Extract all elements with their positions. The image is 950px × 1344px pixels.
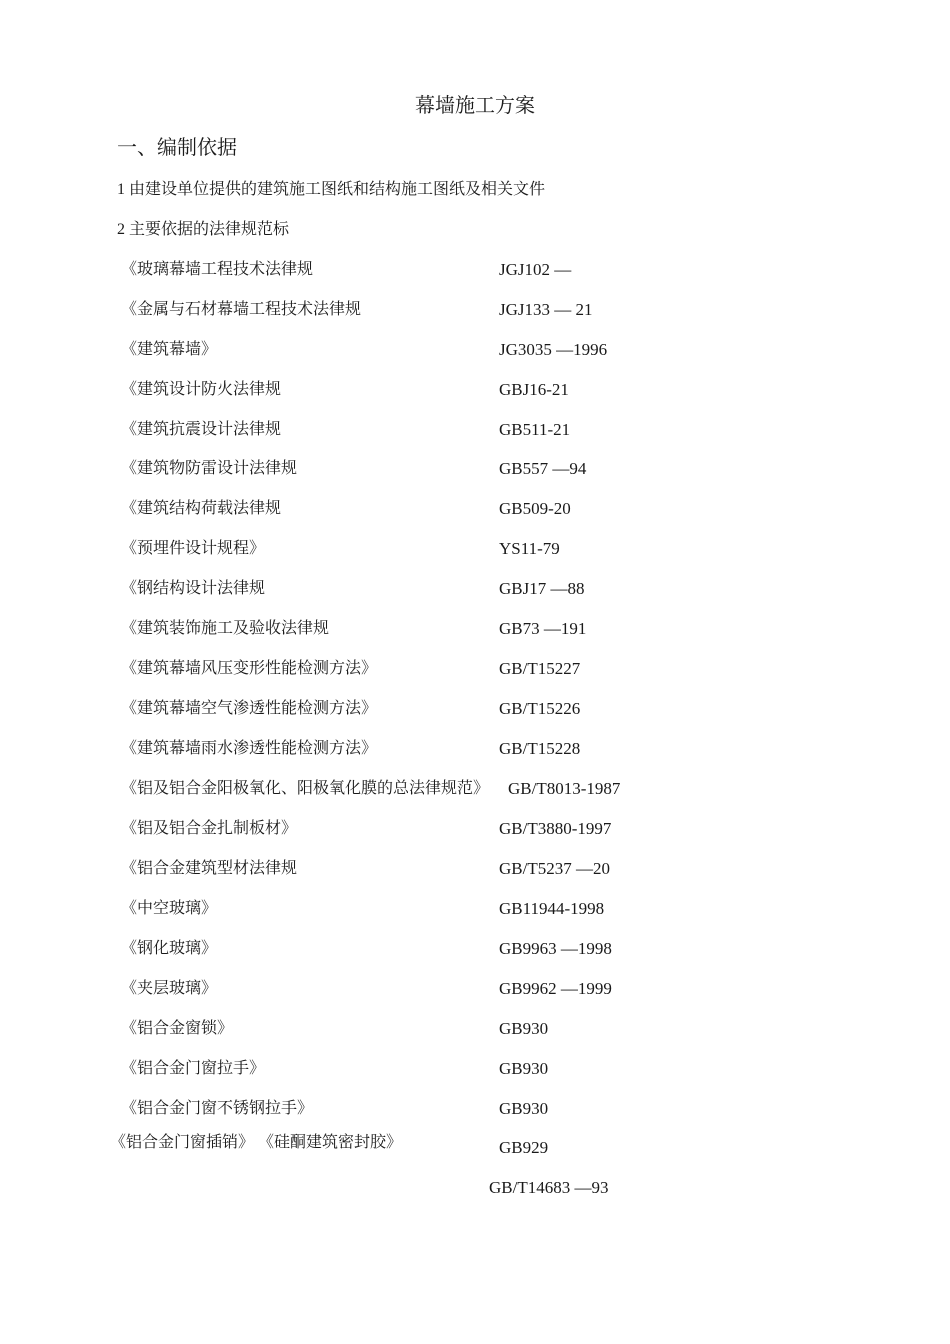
standard-row bbox=[0, 697, 950, 721]
standard-row bbox=[0, 1017, 950, 1041]
standard-code: GB557 —94 bbox=[499, 459, 587, 478]
standard-code: YS11-79 bbox=[499, 539, 560, 558]
standard-name: 《钢化玻璃》 bbox=[121, 940, 218, 957]
standard-code: JG3035 —1996 bbox=[499, 340, 608, 359]
standard-name: 《建筑抗震设计法律规 bbox=[121, 421, 282, 438]
standard-name: 《钢结构设计法律规 bbox=[121, 580, 266, 597]
standard-row bbox=[0, 418, 950, 442]
standard-code: GB9963 —1998 bbox=[499, 939, 612, 958]
standard-row bbox=[0, 577, 950, 601]
standard-row bbox=[0, 657, 950, 681]
standard-name: 《铝合金门窗拉手》 bbox=[121, 1060, 266, 1077]
standard-row bbox=[0, 497, 950, 521]
standard-code: GB929 bbox=[499, 1138, 549, 1157]
standard-row bbox=[0, 617, 950, 641]
standard-name: 《建筑物防雷设计法律规 bbox=[121, 460, 298, 477]
standard-row bbox=[0, 777, 950, 801]
standard-row bbox=[0, 298, 950, 322]
standard-code: GB/T15227 bbox=[499, 659, 581, 678]
standard-name: 《铝合金门窗不锈钢拉手》 bbox=[121, 1100, 314, 1117]
standard-code: GB11944-1998 bbox=[499, 899, 605, 918]
standard-row bbox=[0, 857, 950, 881]
standard-code: GB/T15226 bbox=[499, 699, 581, 718]
standard-code: GB930 bbox=[499, 1059, 549, 1078]
paragraph-basis-2: 2 主要依据的法律规范标 bbox=[117, 221, 290, 238]
standard-row bbox=[0, 1131, 950, 1155]
standard-row bbox=[0, 1097, 950, 1121]
paragraph-basis-1: 1 由建设单位提供的建筑施工图纸和结构施工图纸及相关文件 bbox=[117, 181, 546, 198]
standard-row bbox=[0, 537, 950, 561]
standard-name: 《玻璃幕墙工程技术法律规 bbox=[121, 261, 314, 278]
standard-row bbox=[0, 737, 950, 761]
standard-row bbox=[0, 977, 950, 1001]
standard-name: 《铝合金窗锁》 bbox=[121, 1020, 234, 1037]
standard-code: GB73 —191 bbox=[499, 619, 587, 638]
standard-code: GB/T15228 bbox=[499, 739, 581, 758]
section-heading: 一、编制依据 bbox=[117, 137, 237, 159]
standard-code: GBJ16-21 bbox=[499, 380, 569, 399]
standard-row bbox=[0, 897, 950, 921]
standard-name: 《建筑幕墙》 bbox=[121, 341, 218, 358]
standard-code: JGJ133 — 21 bbox=[499, 300, 593, 319]
standard-name: 《建筑幕墙空气渗透性能检测方法》 bbox=[121, 700, 378, 717]
standard-code: GB9962 —1999 bbox=[499, 979, 612, 998]
standard-name: 《建筑幕墙雨水渗透性能检测方法》 bbox=[121, 740, 378, 757]
standard-name: 《金属与石材幕墙工程技术法律规 bbox=[121, 301, 362, 318]
standard-name: 《铝及铝合金扎制板材》 bbox=[121, 820, 298, 837]
standard-code: GB/T8013-1987 bbox=[508, 779, 621, 798]
standard-name: 《预埋件设计规程》 bbox=[121, 540, 266, 557]
standard-row bbox=[0, 937, 950, 961]
standard-code: GBJ17 —88 bbox=[499, 579, 585, 598]
standard-row bbox=[0, 817, 950, 841]
standard-name: 《中空玻璃》 bbox=[121, 900, 218, 917]
document-title: 幕墙施工方案 bbox=[415, 95, 535, 117]
standard-code: GB511-21 bbox=[499, 420, 571, 439]
standard-row bbox=[0, 338, 950, 362]
standard-name: 《铝合金门窗插销》 《硅酮建筑密封胶》 bbox=[110, 1134, 403, 1151]
standard-code: JGJ102 — bbox=[499, 260, 572, 279]
standard-code: GB/T5237 —20 bbox=[499, 859, 610, 878]
standard-name: 《铝及铝合金阳极氧化、阳极氧化膜的总法律规范》 bbox=[121, 780, 490, 797]
standard-code: GB930 bbox=[499, 1019, 549, 1038]
standard-name: 《铝合金建筑型材法律规 bbox=[121, 860, 298, 877]
standard-code: GB930 bbox=[499, 1099, 549, 1118]
standard-name: 《建筑设计防火法律规 bbox=[121, 381, 282, 398]
standard-name: 《建筑幕墙风压变形性能检测方法》 bbox=[121, 660, 378, 677]
standard-code: GB/T3880-1997 bbox=[499, 819, 612, 838]
standard-row bbox=[0, 1057, 950, 1081]
standard-row bbox=[0, 378, 950, 402]
standard-name: 《建筑装饰施工及验收法律规 bbox=[121, 620, 330, 637]
standard-code-trailing: GB/T14683 —93 bbox=[489, 1178, 609, 1197]
standard-row bbox=[0, 457, 950, 481]
standard-name: 《夹层玻璃》 bbox=[121, 980, 218, 997]
standard-row bbox=[0, 258, 950, 282]
standard-name: 《建筑结构荷载法律规 bbox=[121, 500, 282, 517]
standard-code: GB509-20 bbox=[499, 499, 571, 518]
